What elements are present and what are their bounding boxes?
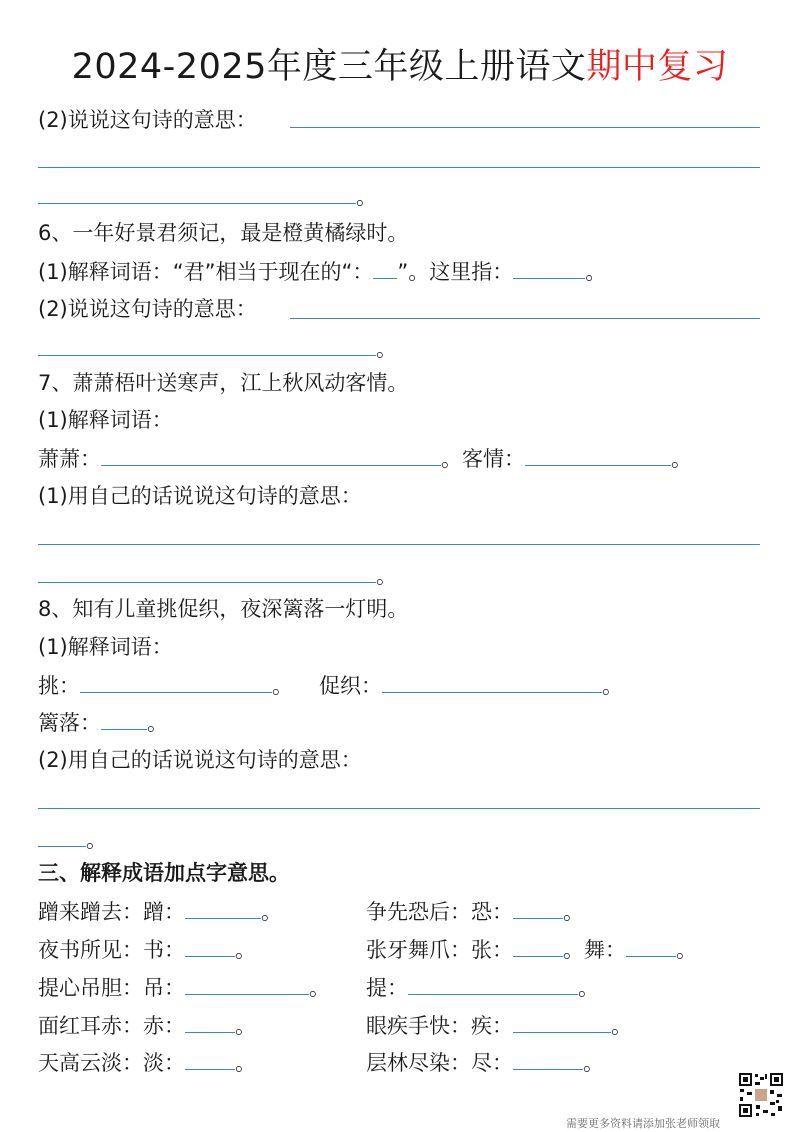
answer-blank[interactable] xyxy=(626,934,676,957)
q7-meaning-label: (1)用自己的话说说这句诗的意思： xyxy=(38,484,362,508)
q8-meaning-label: (2)用自己的话说说这句诗的意思： xyxy=(38,748,362,772)
q6-poem: 6、一年好景君须记，最是橙黄橘绿时。 xyxy=(38,221,409,245)
q7-poem: 7、萧萧梧叶送寒声，江上秋风动客情。 xyxy=(38,371,409,395)
footer-note: 需要更多资料请添加张老师领取 xyxy=(566,1117,720,1130)
answer-blank[interactable] xyxy=(513,1047,583,1070)
answer-line[interactable] xyxy=(290,127,760,128)
q8-words-row2: 篱落： 。 xyxy=(38,707,168,738)
q8-part1-label: (1)解释词语： xyxy=(38,635,173,659)
q7-words: 萧萧： 。客情： 。 xyxy=(38,443,692,474)
period: 。 xyxy=(376,337,397,361)
answer-blank[interactable] xyxy=(513,896,563,919)
answer-blank[interactable] xyxy=(185,934,235,957)
q6-part1: (1)解释词语：“君”相当于现在的“： ”。这里指： 。 xyxy=(38,256,606,287)
answer-blank[interactable] xyxy=(408,972,578,995)
idiom-item: 张牙舞爪：张： 。舞： 。 xyxy=(366,934,697,965)
idiom-item: 提： 。 xyxy=(366,972,599,1003)
answer-blank[interactable] xyxy=(185,972,309,995)
idiom-item: 争先恐后：恐： 。 xyxy=(366,896,584,927)
answer-blank[interactable] xyxy=(80,670,272,693)
answer-blank[interactable] xyxy=(185,1047,235,1070)
period: 。 xyxy=(376,564,397,588)
answer-blank[interactable] xyxy=(525,443,671,466)
answer-line[interactable] xyxy=(38,846,86,847)
idiom-item: 层林尽染：尽： 。 xyxy=(366,1047,604,1078)
answer-blank[interactable] xyxy=(101,707,147,730)
idiom-item: 天高云淡：淡： 。 xyxy=(38,1047,256,1078)
answer-blank[interactable] xyxy=(513,1010,611,1033)
answer-blank[interactable] xyxy=(185,1010,235,1033)
answer-blank[interactable] xyxy=(513,934,563,957)
answer-blank[interactable] xyxy=(101,443,441,466)
q6-meaning-label: (2)说说这句诗的意思： xyxy=(38,297,257,321)
idiom-item: 蹭来蹭去：蹭： 。 xyxy=(38,896,282,927)
answer-line[interactable] xyxy=(38,544,760,545)
idiom-item: 眼疾手快：疾： 。 xyxy=(366,1010,632,1041)
answer-line[interactable] xyxy=(38,203,356,204)
answer-line[interactable] xyxy=(38,582,376,583)
answer-blank[interactable] xyxy=(513,256,585,279)
answer-blank[interactable] xyxy=(373,256,397,279)
answer-line[interactable] xyxy=(38,808,760,809)
answer-blank[interactable] xyxy=(382,670,602,693)
q5-meaning-label: (2)说说这句诗的意思： xyxy=(38,108,257,132)
qr-code-icon xyxy=(738,1072,784,1118)
q8-words-row1: 挑： 。 促织： 。 xyxy=(38,670,623,701)
answer-line[interactable] xyxy=(38,355,376,356)
period: 。 xyxy=(86,828,107,852)
emphasis-dot xyxy=(38,922,42,926)
period: 。 xyxy=(356,185,377,209)
idiom-item: 夜书所见：书： 。 xyxy=(38,934,256,965)
q8-poem: 8、知有儿童挑促织，夜深篱落一灯明。 xyxy=(38,597,409,621)
answer-line[interactable] xyxy=(290,318,760,319)
page-title: 2024-2025年度三年级上册语文期中复习 xyxy=(71,47,729,87)
idiom-item: 提心吊胆：吊： 。 xyxy=(38,972,330,1003)
q7-part1-label: (1)解释词语： xyxy=(38,408,173,432)
idiom-item: 面红耳赤：赤： 。 xyxy=(38,1010,256,1041)
answer-blank[interactable] xyxy=(185,896,261,919)
answer-line[interactable] xyxy=(38,167,760,168)
title-highlight: 期中复习 xyxy=(586,47,729,87)
section3-heading: 三、解释成语加点字意思。 xyxy=(38,861,290,885)
